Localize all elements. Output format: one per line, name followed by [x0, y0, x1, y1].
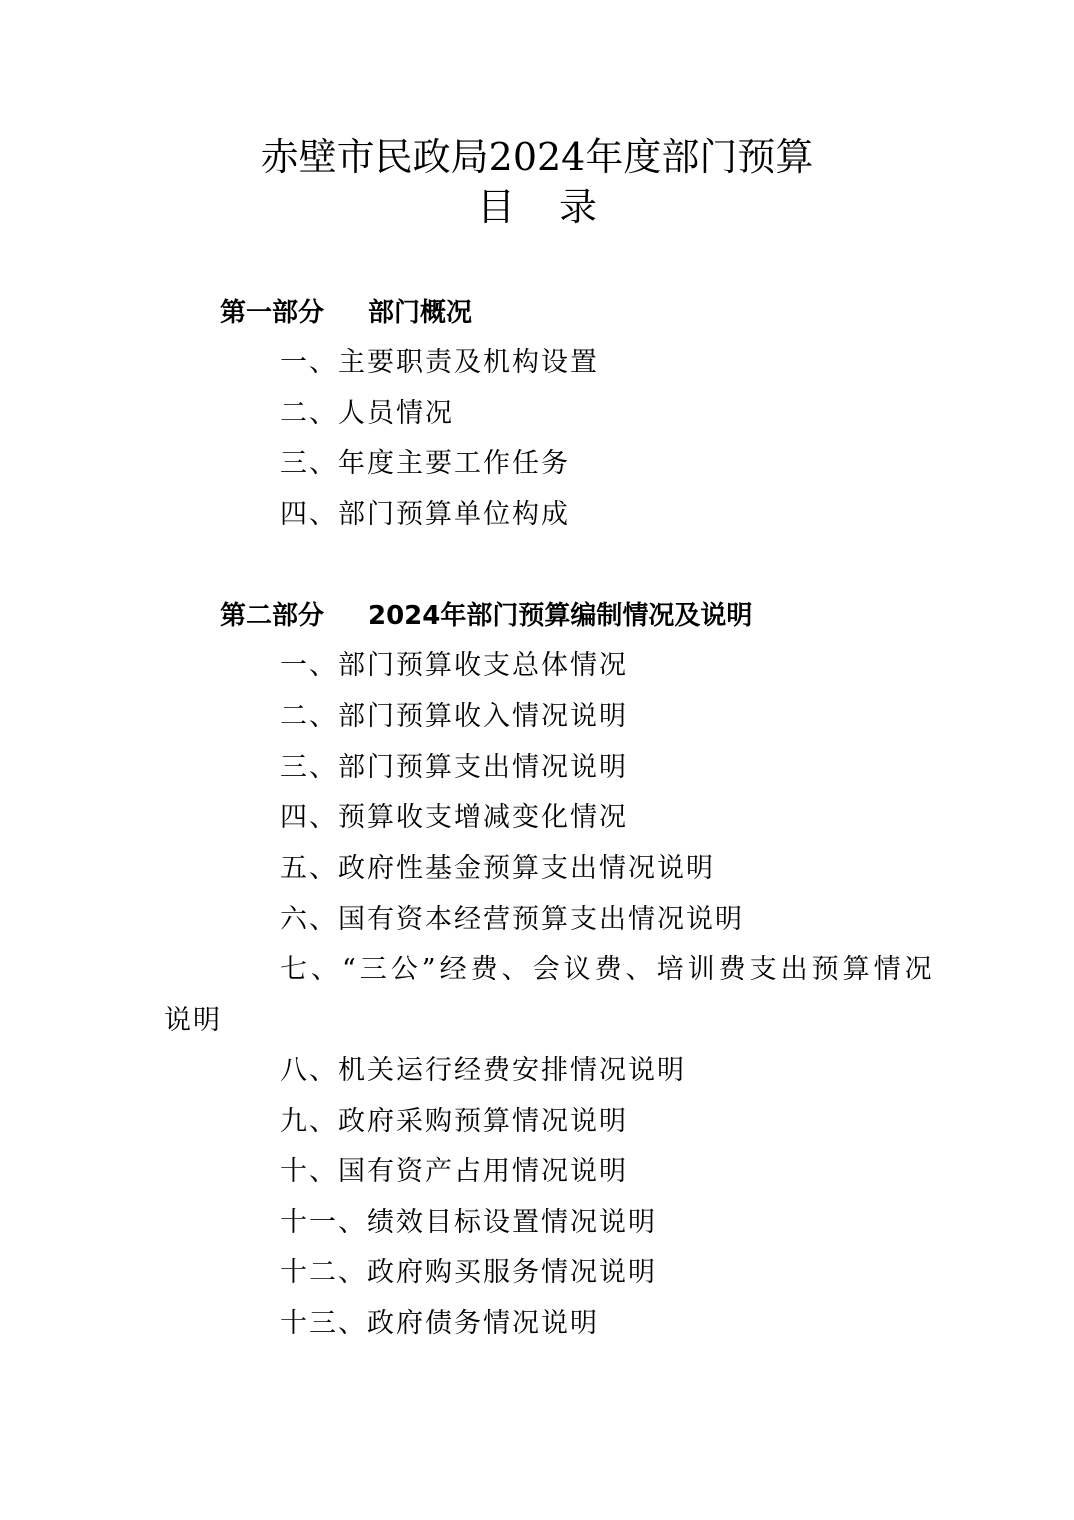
toc-item: 一、主要职责及机构设置 [280, 347, 599, 378]
toc-item: 一、部门预算收支总体情况 [280, 650, 628, 681]
toc-item: 五、政府性基金预算支出情况说明 [280, 853, 715, 884]
document-title: 赤壁市民政局2024年度部门预算 [260, 135, 814, 179]
toc-item: 三、年度主要工作任务 [280, 448, 570, 479]
toc-item: 九、政府采购预算情况说明 [280, 1106, 628, 1137]
part1-number: 第一部分 [220, 298, 325, 328]
toc-item: 二、人员情况 [280, 398, 454, 429]
toc-item: 八、机关运行经费安排情况说明 [280, 1055, 686, 1086]
toc-item: 四、预算收支增减变化情况 [280, 802, 628, 833]
toc-item: 十二、政府购买服务情况说明 [280, 1257, 657, 1288]
toc-item: 十、国有资产占用情况说明 [280, 1156, 628, 1187]
part2-heading [220, 599, 752, 633]
part2-title: 2024年部门预算编制情况及说明 [368, 601, 753, 631]
toc-item: 四、部门预算单位构成 [280, 499, 570, 530]
toc-heading [0, 184, 1074, 230]
toc-item: 六、国有资本经营预算支出情况说明 [280, 904, 744, 935]
toc-item: 十一、绩效目标设置情况说明 [280, 1207, 657, 1238]
part2-number: 第二部分 [220, 601, 325, 631]
toc-heading-left: 目 [476, 185, 515, 229]
toc-item: 十三、政府债务情况说明 [280, 1308, 599, 1339]
toc-item: 三、部门预算支出情况说明 [280, 752, 628, 783]
toc-heading-right: 录 [559, 185, 598, 229]
toc-item: 七、“三公”经费、会议费、培训费支出预算情况 [280, 954, 936, 985]
part1-title: 部门概况 [368, 298, 473, 328]
toc-item: 二、部门预算收入情况说明 [280, 701, 628, 732]
toc-item-continuation: 说明 [164, 1005, 222, 1036]
part1-heading [220, 296, 472, 330]
